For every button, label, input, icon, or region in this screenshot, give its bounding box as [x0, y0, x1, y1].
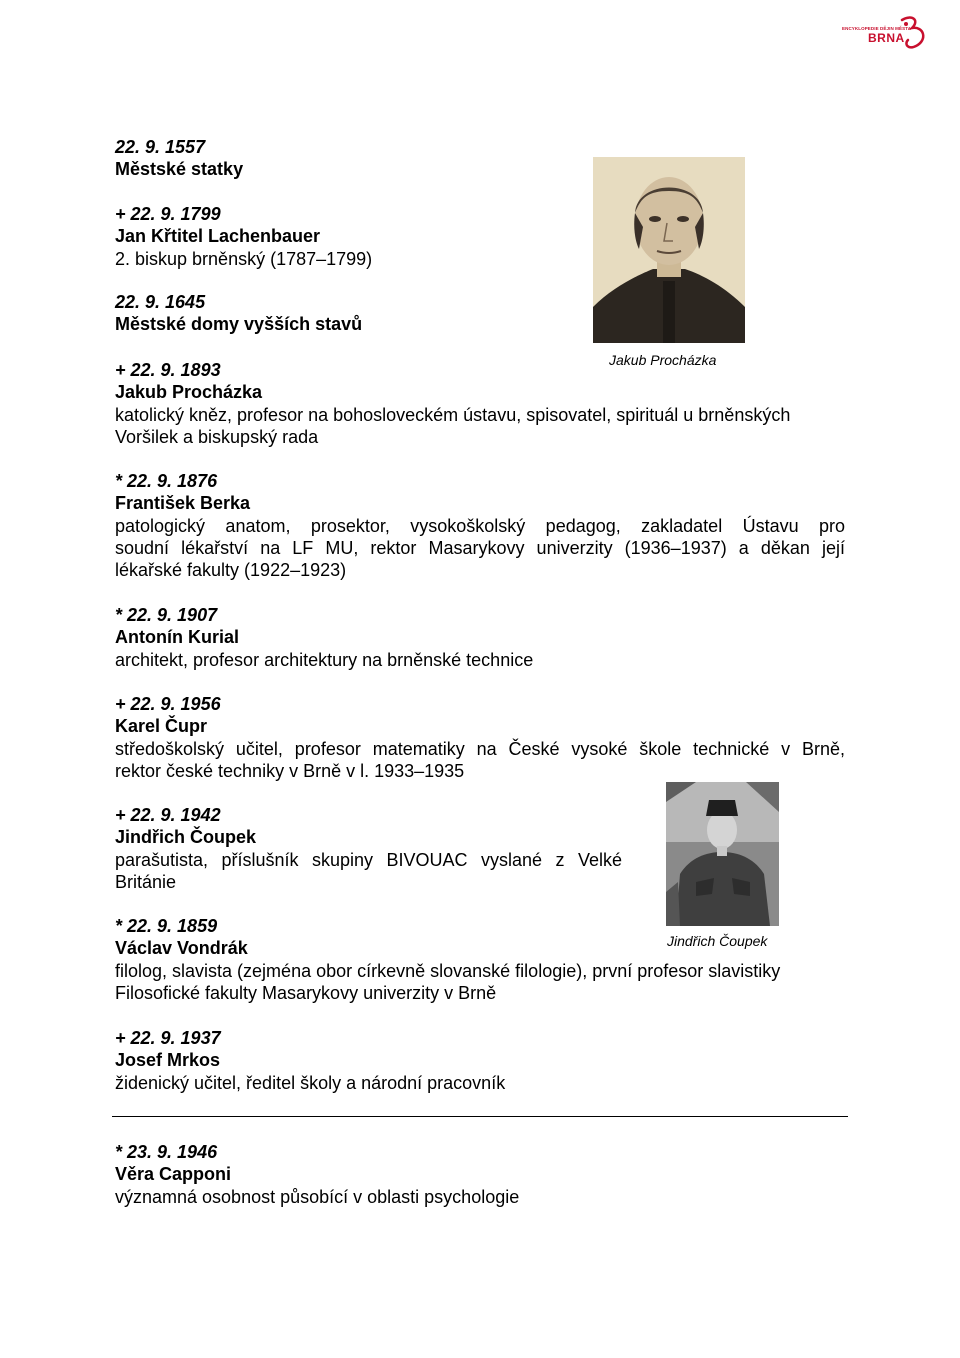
- entry-description-line: Filosofické fakulty Masarykovy univerzity v Brně: [115, 982, 497, 1003]
- entry-name: Jindřich Čoupek: [115, 827, 257, 848]
- entry-vera-capponi: [115, 1141, 519, 1208]
- entry-description-line: Británie: [115, 871, 177, 892]
- photo-caption: Jindřich Čoupek: [667, 933, 768, 949]
- entry-karel-cupr: [115, 693, 845, 782]
- logo-top-text: ENCYKLOPEDIE DĚJIN MĚSTA: [842, 26, 912, 31]
- entry-josef-mrkos: [115, 1027, 505, 1094]
- entry-name: Jakub Procházka: [115, 382, 263, 403]
- portrait-image: [666, 782, 779, 926]
- entry-name: Městské statky: [115, 159, 244, 180]
- photo-jakub-prochazka: [593, 157, 745, 343]
- entry-description-line: parašutista, příslušník skupiny BIVOUAC vyslané z Velké: [115, 849, 622, 870]
- entry-description: architekt, profesor architektury na brněnské technice: [115, 649, 534, 670]
- entry-description-line: filolog, slavista (zejména obor církevně slovanské filologie), první profesor slavistiky: [115, 960, 781, 981]
- entry-mestske-statky: [115, 136, 243, 181]
- portrait-image: [593, 157, 745, 343]
- entry-date: * 23. 9. 1946: [115, 1142, 218, 1162]
- site-logo: [838, 12, 930, 56]
- entry-name: Antonín Kurial: [115, 627, 239, 648]
- entry-date: + 22. 9. 1956: [115, 694, 221, 714]
- entry-description-line: rektor české techniky v Brně v l. 1933–1935: [115, 760, 465, 781]
- entry-date: * 22. 9. 1907: [115, 605, 218, 625]
- entry-name: František Berka: [115, 493, 251, 514]
- entry-description-line: lékařské fakulty (1922–1923): [115, 560, 347, 581]
- entry-description: židenický učitel, ředitel školy a národní pracovník: [115, 1072, 506, 1093]
- photo-jindrich-coupek: [666, 782, 779, 926]
- entry-date: 22. 9. 1645: [115, 292, 206, 312]
- entry-description: 2. biskup brněnský (1787–1799): [115, 248, 373, 269]
- entry-date: + 22. 9. 1893: [115, 360, 221, 380]
- entry-date: * 22. 9. 1876: [115, 471, 218, 491]
- entry-name: Věra Capponi: [115, 1164, 232, 1185]
- entry-date: 22. 9. 1557: [115, 137, 206, 157]
- entry-description-line: patologický anatom, prosektor, vysokoškolský pedagog, zakladatel Ústavu pro: [115, 515, 845, 536]
- entry-name: Jan Křtitel Lachenbauer: [115, 226, 321, 247]
- entry-description-line: soudní lékařství na LF MU, rektor Masarykovy univerzity (1936–1937) a děkan její: [115, 537, 845, 558]
- entry-jindrich-coupek: [115, 804, 622, 893]
- entry-date: * 22. 9. 1859: [115, 916, 218, 936]
- entry-antonin-kurial: [115, 604, 533, 671]
- logo-main-text: BRNA: [868, 31, 905, 45]
- entry-mestske-domy: [115, 291, 362, 336]
- entry-description: významná osobnost působící v oblasti psychologie: [115, 1186, 520, 1207]
- photo-caption: Jakub Procházka: [609, 352, 717, 368]
- entry-description-line: katolický kněz, profesor na bohosloveckém ústavu, spisovatel, spirituál u brněnských: [115, 404, 791, 425]
- entry-name: Václav Vondrák: [115, 938, 248, 959]
- entry-frantisek-berka: [115, 470, 845, 581]
- brno-encyclopedia-heart-icon: [898, 14, 928, 54]
- entry-description-line: Voršilek a biskupský rada: [115, 426, 319, 447]
- entry-name: Josef Mrkos: [115, 1050, 221, 1071]
- entry-description-line: středoškolský učitel, profesor matematiky na České vysoké škole technické v Brně,: [115, 738, 845, 759]
- entry-date: + 22. 9. 1799: [115, 204, 221, 224]
- entry-name: Karel Čupr: [115, 716, 208, 737]
- entry-date: + 22. 9. 1942: [115, 805, 221, 825]
- entry-name: Městské domy vyšších stavů: [115, 314, 363, 335]
- entry-lachenbauer: [115, 203, 372, 270]
- entry-date: + 22. 9. 1937: [115, 1028, 221, 1048]
- section-divider: [112, 1116, 848, 1117]
- entry-vaclav-vondrak: [115, 915, 847, 1004]
- entry-jakub-prochazka: [115, 359, 847, 448]
